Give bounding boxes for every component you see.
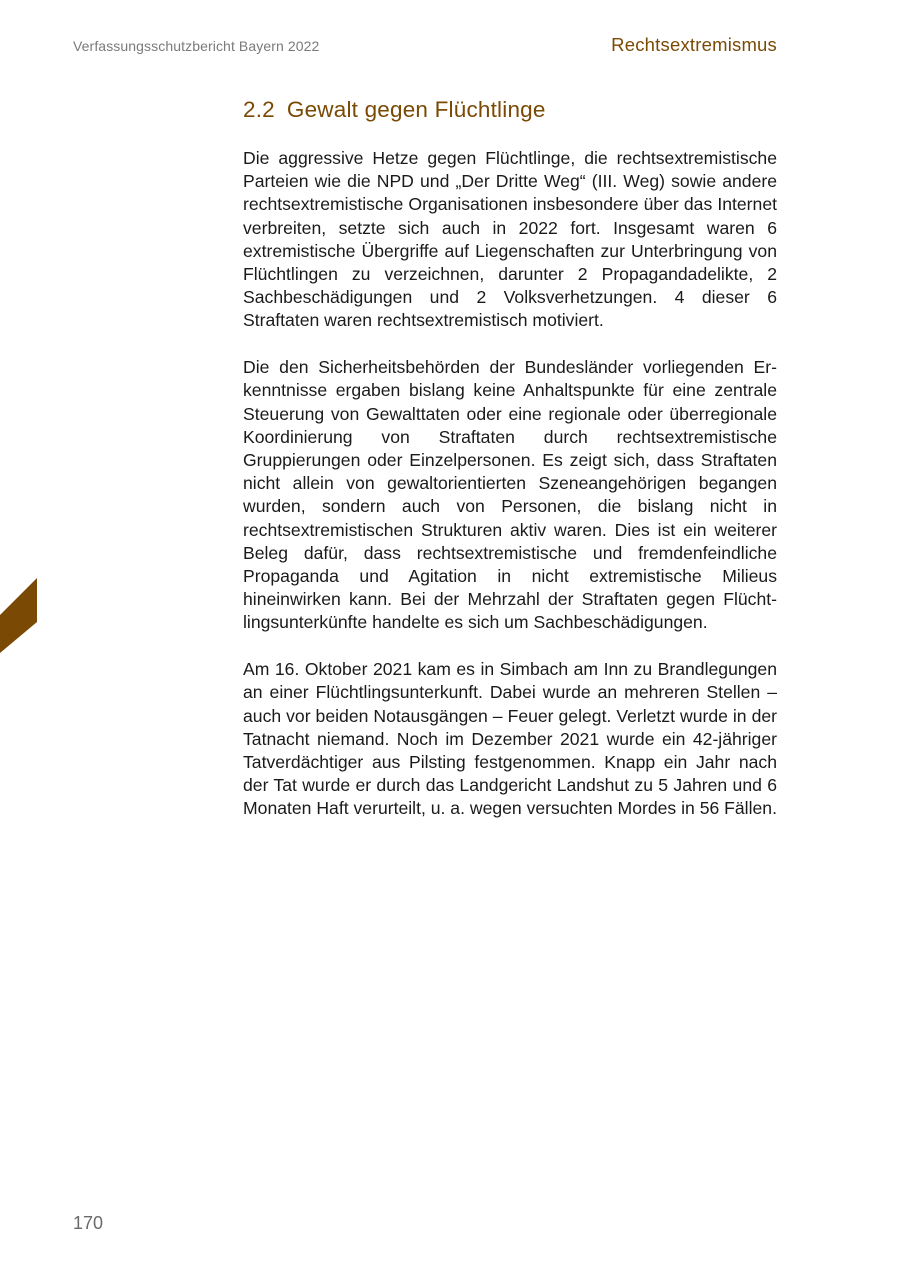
paragraph-1: Die aggressive Hetze gegen Flüchtlinge, die rechtsextremistische Parteien wie die NPD und „Der Dritte Weg“ (III. Weg) sowie andere rechtsextremistische Organisationen insbesondere über das Internet verbreiten, setzte sich auch in 2022 fort. Insgesamt waren 6 extremistische Übergriffe auf Liegenschaften zur Unterbringung von Flüchtlingen zu verzeichnen, darunter 2 Propagandadelikte, 2 Sachbeschädigungen und 2 Volksverhetzungen. 4 dieser 6 Straftaten waren rechtsextremistisch motiviert.	[243, 148, 777, 331]
section-title: Gewalt gegen Flüchtlinge	[286, 97, 546, 122]
chapter-tab-marker-icon	[0, 578, 37, 653]
running-head-chapter: Rechtsextremismus	[611, 34, 777, 55]
running-head-publication: Verfassungsschutzbericht Bayern 2022	[73, 38, 320, 54]
paragraph-2: Die den Sicherheitsbehörden der Bundesländer vorliegenden Erkenntnisse ergaben bislang keine Anhaltspunkte für eine zentrale Steuerung von Gewalttaten oder eine regionale oder überregionale Koordinierung von Straftaten durch rechtsextremistische Gruppierungen oder Einzelpersonen. Es zeigt sich, dass Straftaten nicht allein von gewaltorientierten Szeneangehörigen begangen wurden, sondern auch von Personen, die bislang nicht in rechtsextremistischen Strukturen aktiv waren. Dies ist ein weiterer Beleg dafür, dass rechtsextremistische und fremdenfeindliche Propaganda und Agitation in nicht extremistische Milieus hineinwirken kann. Bei der Mehrzahl der Straftaten gegen Flüchtlingsunterkünfte handelte es sich um Sachbeschädigungen.	[243, 357, 777, 633]
section-number: 2.2	[243, 97, 275, 122]
paragraph-3: Am 16. Oktober 2021 kam es in Simbach am Inn zu Brandlegungen an einer Flüchtlingsunterkunft. Dabei wurde an mehreren Stellen – auch vor beiden Notausgängen – Feuer gelegt. Verletzt wurde in der Tatnacht niemand. Noch im Dezember 2021 wurde ein 42-jähriger Tatverdächtiger aus Pilsting festgenommen. Knapp ein Jahr nach der Tat wurde er durch das Landgericht Landshut zu 5 Jahren und 6 Monaten Haft verurteilt, u. a. wegen versuchten Mordes in 56 Fällen.	[243, 659, 777, 819]
section-heading	[243, 97, 546, 123]
page-number: 170	[73, 1213, 104, 1233]
body-text	[243, 147, 777, 844]
